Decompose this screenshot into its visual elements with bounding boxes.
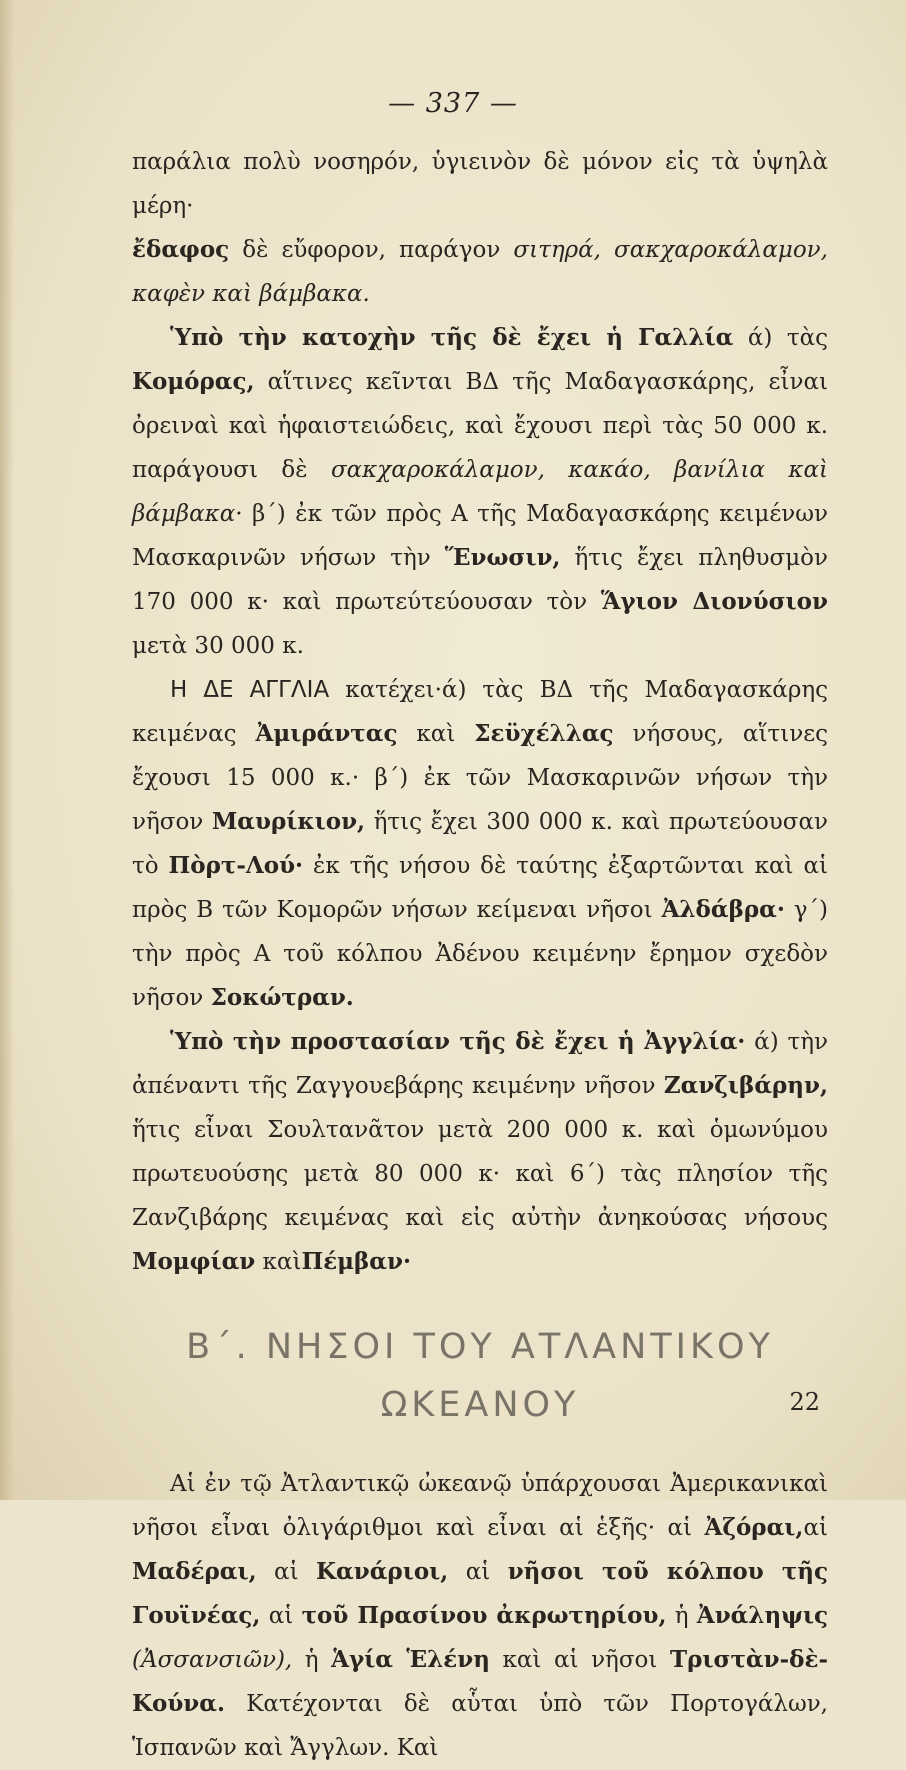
paragraph-madagascar-climate xyxy=(132,140,828,316)
bold-place-saint-denis: Ἅγιον Διονύσιον xyxy=(600,588,828,615)
text-run: αἱ xyxy=(256,1559,317,1585)
paragraph-atlantic-islands xyxy=(132,1462,828,1770)
bold-place-reunion: Ἕνωσιν, xyxy=(444,544,561,571)
bold-place-cape-verde: τοῦ Πρασίνου ἀκρωτηρίου, xyxy=(301,1602,667,1629)
bold-place-canaries: Κανάριοι, xyxy=(316,1558,449,1585)
bold-term: ἔδαφος xyxy=(132,236,230,263)
bold-place-tristan-da-cunha: Τριστὰν-δὲ-Κούνα. xyxy=(132,1646,828,1717)
body-text xyxy=(132,140,828,1770)
text-run: κατέχει·ά) τὰς ΒΔ τῆς Μαδαγασκάρης κειμένας xyxy=(132,677,828,747)
bold-place-mafia: Μομφίαν xyxy=(132,1248,256,1275)
italic-ascension-alt: (Ἀσσανσιῶν), xyxy=(132,1647,293,1673)
bold-place-amirantes: Ἀμιράντας xyxy=(255,720,398,747)
text-run: ά) τὴν ἀπέναντι τῆς Ζαγγουεβάρης κειμένην νῆσον xyxy=(132,1029,828,1099)
text-run: ά) τὰς xyxy=(733,325,829,351)
bold-heading-run: Ὑπὸ τὴν προστασίαν τῆς δὲ ἔχει ἡ Ἀγγλία· xyxy=(170,1028,746,1055)
bold-place-mauritius: Μαυρίκιον, xyxy=(211,808,366,835)
bold-place-aldabra: Ἀλδάβρα· xyxy=(661,896,785,923)
text-run: παράλια πολὺ νοσηρόν, ὑγιεινὸν δὲ μόνον εἰς τὰ ὑψηλὰ μέρη· xyxy=(132,149,828,219)
text-run: ἥτις ἔχει πληθυσμὸν 170 000 κ· καὶ πρωτεύτεύουσαν τὸν xyxy=(132,545,828,615)
page-binding-shadow xyxy=(0,0,14,1500)
text-run: καὶ αἱ νῆσοι xyxy=(489,1647,670,1673)
bold-place-azores: Ἀζόραι, xyxy=(704,1514,804,1541)
text-run: ἥτις εἶναι Σουλτανᾶτον μετὰ 200 000 κ. καὶ ὁμωνύμου πρωτευούσης μετὰ 80 000 κ· καὶ 6΄) τὰς πλησίον τῆς Ζανζιβάρης κειμένας καὶ εἰς αὐτὴν ἀνηκούσας νήσους xyxy=(132,1117,828,1231)
bold-place-saint-helena: Ἁγία Ἑλένη xyxy=(331,1646,490,1673)
italic-products: σιτηρά, σακχαροκάλαμον, καφὲν καὶ βάμβακα. xyxy=(132,237,828,307)
text-run: Κατέχονται δὲ αὗται ὑπὸ τῶν Πορτογάλων, Ἱσπανῶν καὶ Ἄγγλων. Καὶ xyxy=(132,1691,828,1761)
paragraph-england-possessions xyxy=(132,668,828,1020)
caps-heading-run: Η ΔΕ ΑΓΓΛΙΑ xyxy=(170,677,330,703)
text-run: β΄) ἐκ τῶν πρὸς Α τῆς Μαδαγασκάρης κειμένων Μασκαρινῶν νήσων τὴν xyxy=(132,501,828,571)
paragraph-france-possessions xyxy=(132,316,828,668)
text-run: αἱ xyxy=(260,1603,302,1629)
text-run: μετὰ 30 000 κ. xyxy=(132,633,304,659)
signature-mark: 22 xyxy=(789,1388,820,1416)
text-run: ἡ xyxy=(666,1603,697,1629)
text-run: καὶ xyxy=(397,721,475,747)
italic-products: σακχαροκάλαμον, κακάο, βανίλια καὶ βάμβακα· xyxy=(132,457,828,527)
bold-place-pemba: Πέμβαν· xyxy=(301,1248,411,1275)
paragraph-england-protectorate xyxy=(132,1020,828,1284)
text-run: ἐκ τῆς νήσου δὲ ταύτης ἐξαρτῶνται καὶ αἱ πρὸς Β τῶν Κομορῶν νήσων κείμεναι νῆσοι xyxy=(132,853,829,923)
bold-place-ascension: Ἀνάληψις xyxy=(696,1602,829,1629)
text-run: ἡ xyxy=(292,1647,332,1673)
text-run: νήσους, αἵτινες ἔχουσι 15 000 κ.· β΄) ἐκ τῶν Μασκαρινῶν νήσων τὴν νῆσον xyxy=(132,721,828,835)
text-run: αἱ xyxy=(803,1515,828,1541)
bold-place-zanzibar: Ζανζιβάρην, xyxy=(663,1072,828,1099)
text-run: Αἱ ἐν τῷ Ἀτλαντικῷ ὠκεανῷ ὑπάρχουσαι Ἀμερικανικαὶ νῆσοι εἶναι ὀλιγάριθμοι καὶ εἶναι αἱ ἑξῆς· αἱ xyxy=(132,1471,828,1541)
bold-place-seychelles: Σεϋχέλλας xyxy=(474,720,614,747)
bold-heading-run: Ὑπὸ τὴν κατοχὴν τῆς δὲ ἔχει ἡ Γαλλία xyxy=(170,324,734,351)
text-run: καὶ xyxy=(255,1249,302,1275)
page-number: — 337 — xyxy=(388,88,518,119)
section-heading xyxy=(132,1318,828,1434)
bold-place-socotra: Σοκώτραν. xyxy=(210,984,354,1011)
text-run: γ΄) τὴν πρὸς Α τοῦ κόλπου Ἀδένου κειμένην ἔρημον σχεδὸν νῆσον xyxy=(132,897,829,1011)
section-heading-line1: Β΄. ΝΗΣΟΙ ΤΟΥ ΑΤΛΑΝΤΙΚΟΥ xyxy=(186,1327,774,1367)
bold-place-gulf-of-guinea: νῆσοι τοῦ κόλπου τῆς Γουϊνέας, xyxy=(132,1558,829,1629)
bold-place-port-louis: Πὸρτ-Λού· xyxy=(168,852,304,879)
text-run: δὲ εὔφορον, παράγον xyxy=(229,237,514,263)
bold-place-comoros: Κομόρας, xyxy=(132,368,255,395)
text-run: ἥτις ἔχει 300 000 κ. καὶ πρωτεύουσαν τὸ xyxy=(132,809,828,879)
bold-place-madeira: Μαδέραι, xyxy=(132,1558,257,1585)
text-run: αἱ xyxy=(448,1559,508,1585)
text-run: αἵτινες κεῖνται ΒΔ τῆς Μαδαγασκάρης, εἶναι ὀρειναὶ καὶ ἡφαιστειώδεις, καὶ ἔχουσι περὶ τὰς 50 000 κ. παράγουσι δὲ xyxy=(132,369,828,483)
section-heading-line2: ΩΚΕΑΝΟΥ xyxy=(380,1385,580,1425)
